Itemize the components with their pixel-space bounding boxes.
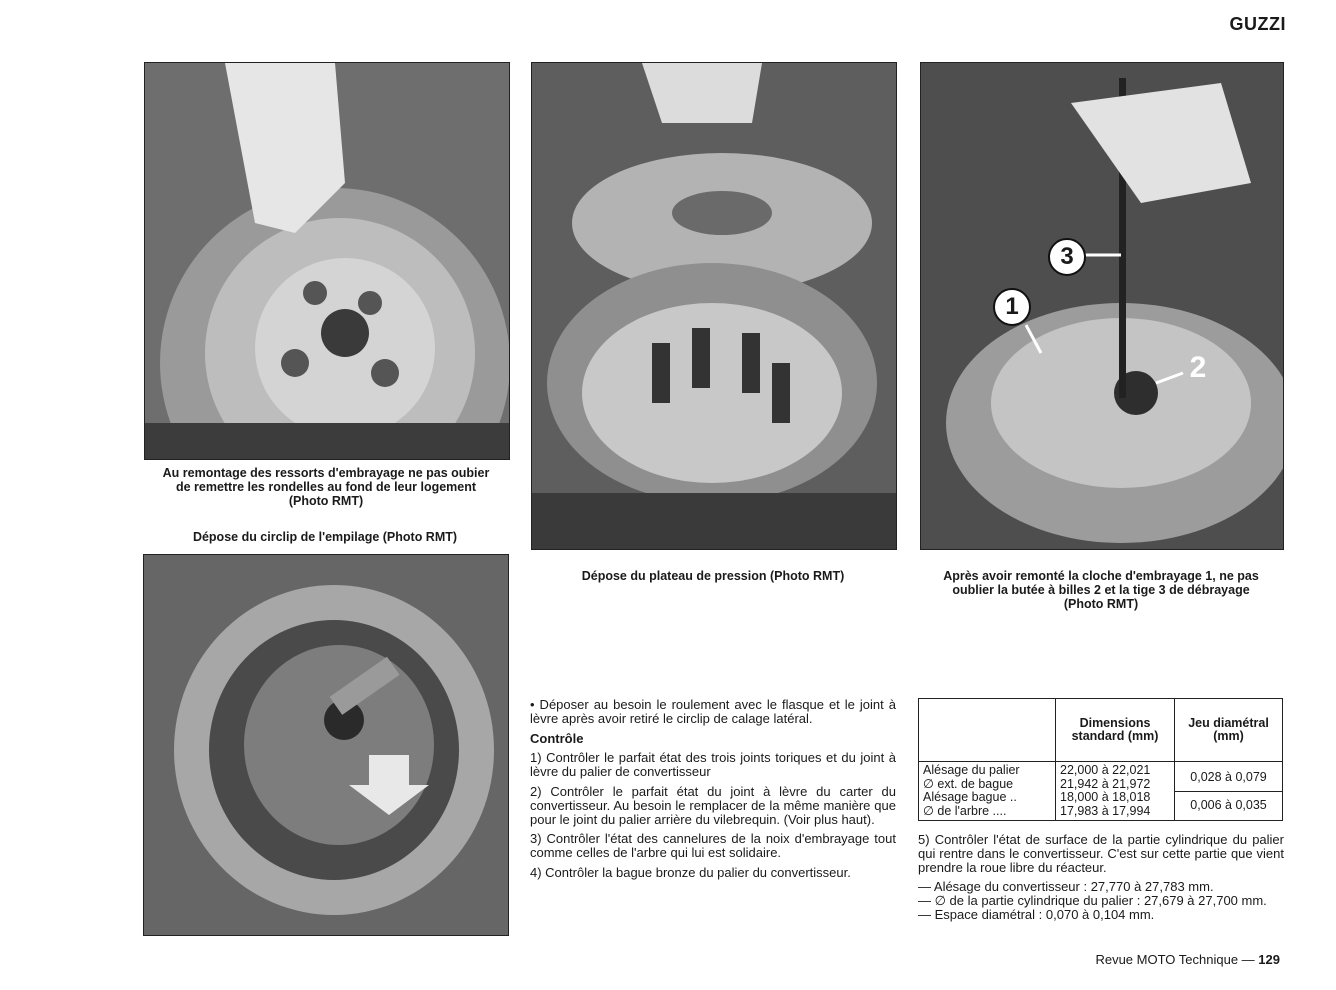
- caption-photo1b: Dépose du circlip de l'empilage (Photo RMT): [192, 530, 458, 544]
- spec-jeu-value: 0,028 à 0,079: [1175, 764, 1282, 792]
- middle-text-column: [530, 698, 896, 886]
- spec-table-header-row: [919, 699, 1283, 762]
- photo-converter-image: [144, 555, 508, 935]
- caption-photo3: Après avoir remonté la cloche d'embrayage 1, ne pas oublier la butée à billes 2 et la tige 3 de débrayage (Photo RMT): [943, 569, 1259, 611]
- photo-clutch-bell-image: [921, 63, 1283, 549]
- spec-bullet: — Espace diamétral : 0,070 à 0,104 mm.: [918, 906, 1155, 922]
- right-text-column: [918, 833, 1284, 922]
- spec-table-wrapper: [918, 698, 1283, 821]
- spec-header-dimensions: Dimensions standard (mm): [1056, 699, 1175, 762]
- spec-table-body-row: [919, 762, 1283, 821]
- spec-label: ∅ ext. de bague: [923, 776, 1014, 791]
- controle-item-2: 2) Contrôler le parfait état du joint à lèvre du carter du convertisseur. Au besoin le remplacer de la même manière que pour le joint du palier arrière du vilebrequin. (Voir plus haut).: [530, 783, 896, 827]
- spec-dimension-value: 17,983 à 17,994: [1060, 803, 1151, 818]
- photo-pressure-plate-image: [532, 63, 896, 549]
- spec-header-empty: [919, 699, 1056, 762]
- spec-dimension-value: 22,000 à 22,021: [1060, 763, 1151, 777]
- spec-bullet: — Alésage du convertisseur : 27,770 à 27,783 mm.: [918, 879, 1214, 895]
- spec-dimension-value: 18,000 à 18,018: [1060, 790, 1151, 804]
- photo-pressure-plate: [531, 62, 897, 550]
- photo-clutch-housing: [144, 62, 510, 460]
- controle-item-4: 4) Contrôler la bague bronze du palier du convertisseur.: [530, 864, 851, 880]
- intro-paragraph: • Déposer au besoin le roulement avec le flasque et le joint à lèvre après avoir retiré le circlip de calage latéral.: [530, 697, 896, 726]
- caption-photo1: Au remontage des ressorts d'embrayage ne pas oubier de remettre les rondelles au fond de leur logement (Photo RMT): [162, 466, 490, 508]
- header-brand: GUZZI: [1229, 14, 1286, 34]
- controle-item-1: 1) Contrôler le parfait état des trois joints toriques et du joint à lèvre du palier de convertisseur: [530, 750, 896, 780]
- caption-photo2: Dépose du plateau de pression (Photo RMT): [581, 569, 845, 583]
- page-footer: [1095, 952, 1280, 967]
- label-3: 3: [1048, 238, 1086, 276]
- spec-label: Alésage bague ..: [923, 790, 1017, 804]
- page-number: 129: [1258, 952, 1280, 967]
- spec-label: ∅ de l'arbre ....: [923, 803, 1007, 818]
- footer-publication: Revue MOTO Technique —: [1095, 952, 1255, 967]
- spec-jeu-value: 0,006 à 0,035: [1190, 797, 1267, 812]
- spec-labels-cell: [919, 762, 1056, 821]
- section-heading-controle: Contrôle: [530, 730, 584, 746]
- spec-dimensions-cell: [1056, 762, 1175, 821]
- photo-clutch-housing-image: [145, 63, 509, 459]
- spec-label: Alésage du palier: [923, 763, 1020, 777]
- spec-bullet: — ∅ de la partie cylindrique du palier : 27,679 à 27,700 mm.: [918, 893, 1267, 909]
- label-1: 1: [993, 288, 1031, 326]
- spec-dimension-value: 21,942 à 21,972: [1060, 776, 1151, 791]
- spec-header-jeu: Jeu diamétral (mm): [1175, 699, 1283, 762]
- controle-item-3: 3) Contrôler l'état des cannelures de la noix d'embrayage tout comme celles de l'arbre qui lui est solidaire.: [530, 831, 896, 861]
- label-2: 2: [1189, 351, 1207, 384]
- photo-clutch-bell: [920, 62, 1284, 550]
- spec-jeu-cell: [1175, 762, 1283, 821]
- photo-converter: [143, 554, 509, 936]
- controle-item-5: 5) Contrôler l'état de surface de la partie cylindrique du palier qui rentre dans le convertisseur. C'est sur cette partie que vient prendre la roue libre du réacteur.: [918, 832, 1284, 875]
- spec-table: [918, 698, 1283, 821]
